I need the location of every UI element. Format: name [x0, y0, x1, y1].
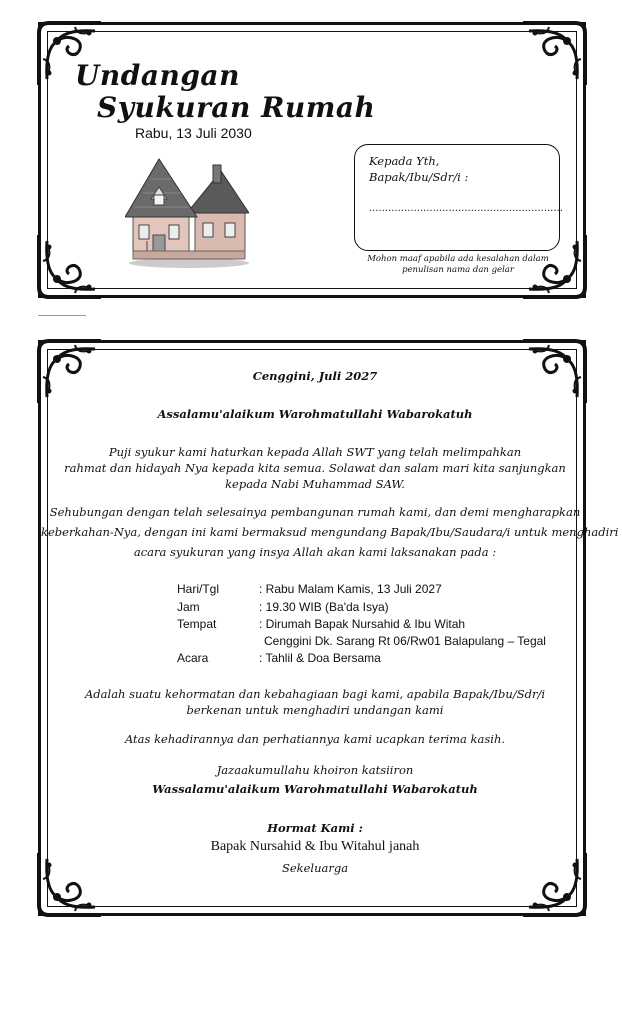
detail-value-event: : Tahlil & Doa Bersama	[259, 651, 381, 665]
envelope-title-line1: Undangan	[75, 59, 240, 92]
para2-line3: acara syukuran yang insya Allah akan kami laksanakan pada :	[133, 545, 497, 559]
detail-value-address: Cenggini Dk. Sarang Rt 06/Rw01 Balapulang – Tegal	[264, 634, 546, 648]
closing-line1: Jazaakumullahu khoiron katsiiron	[216, 763, 414, 777]
letter-place-date: Cenggini, Juli 2027	[252, 369, 378, 383]
corner-ornament-icon	[519, 849, 589, 919]
address-name-line: .............................................................	[369, 203, 563, 214]
para1-line3: kepada Nabi Muhammad SAW.	[225, 477, 405, 491]
para2-line1: Sehubungan dengan telah selesainya pembangunan rumah kami, dan demi mengharapkan	[49, 505, 581, 519]
address-recipient-label: Bapak/Ibu/Sdr/i :	[369, 170, 469, 184]
letter-greeting: Assalamu'alaikum Warohmatullahi Wabarokatuh	[157, 407, 473, 421]
envelope-title-line2: Syukuran Rumah	[97, 91, 376, 124]
address-note-line2: penulisan nama dan gelar	[402, 265, 514, 275]
detail-label-time: Jam	[177, 600, 200, 614]
para1-line2: rahmat dan hidayah Nya kepada kita semua. Solawat dan salam mari kita sanjungkan	[64, 461, 566, 475]
address-note-line1: Mohon maaf apabila ada kesalahan dalam	[367, 254, 549, 264]
detail-label-event: Acara	[177, 651, 209, 665]
signer-name: Bapak Nursahid & Ibu Witahul janah	[210, 839, 420, 854]
corner-ornament-icon	[519, 19, 589, 89]
address-to: Kepada Yth,	[369, 154, 440, 168]
detail-value-time: : 19.30 WIB (Ba'da Isya)	[259, 600, 389, 614]
address-note	[363, 254, 553, 276]
detail-label-day: Hari/Tgl	[177, 582, 220, 596]
detail-value-place: : Dirumah Bapak Nursahid & Ibu Witah	[259, 617, 466, 631]
closing-line2: Wassalamu'alaikum Warohmatullahi Wabarokatuh	[152, 782, 478, 796]
house-icon	[125, 151, 249, 269]
para2-line2: keberkahan-Nya, dengan ini kami bermaksud mengundang Bapak/Ibu/Saudara/i untuk menghadiri	[41, 525, 619, 539]
para1-line1: Puji syukur kami haturkan kepada Allah SWT yang telah melimpahkan	[108, 445, 522, 459]
corner-ornament-icon	[35, 231, 105, 301]
para4: Atas kehadirannya dan perhatiannya kami ucapkan terima kasih.	[124, 732, 506, 746]
envelope-card	[38, 22, 586, 298]
detail-value-day: : Rabu Malam Kamis, 13 Juli 2027	[259, 582, 442, 596]
letter-card	[38, 340, 619, 916]
envelope-date: Rabu, 13 Juli 2030	[135, 125, 252, 141]
detail-label-place: Tempat	[177, 617, 217, 631]
family-sign: Sekeluarga	[281, 861, 349, 875]
cut-divider	[38, 315, 86, 316]
regards: Hormat Kami :	[267, 821, 363, 835]
address-box	[354, 144, 563, 251]
para3-line1: Adalah suatu kehormatan dan kebahagiaan bagi kami, apabila Bapak/Ibu/Sdr/i	[85, 687, 545, 701]
corner-ornament-icon	[35, 849, 105, 919]
para3-line2: berkenan untuk menghadiri undangan kami	[186, 703, 444, 717]
